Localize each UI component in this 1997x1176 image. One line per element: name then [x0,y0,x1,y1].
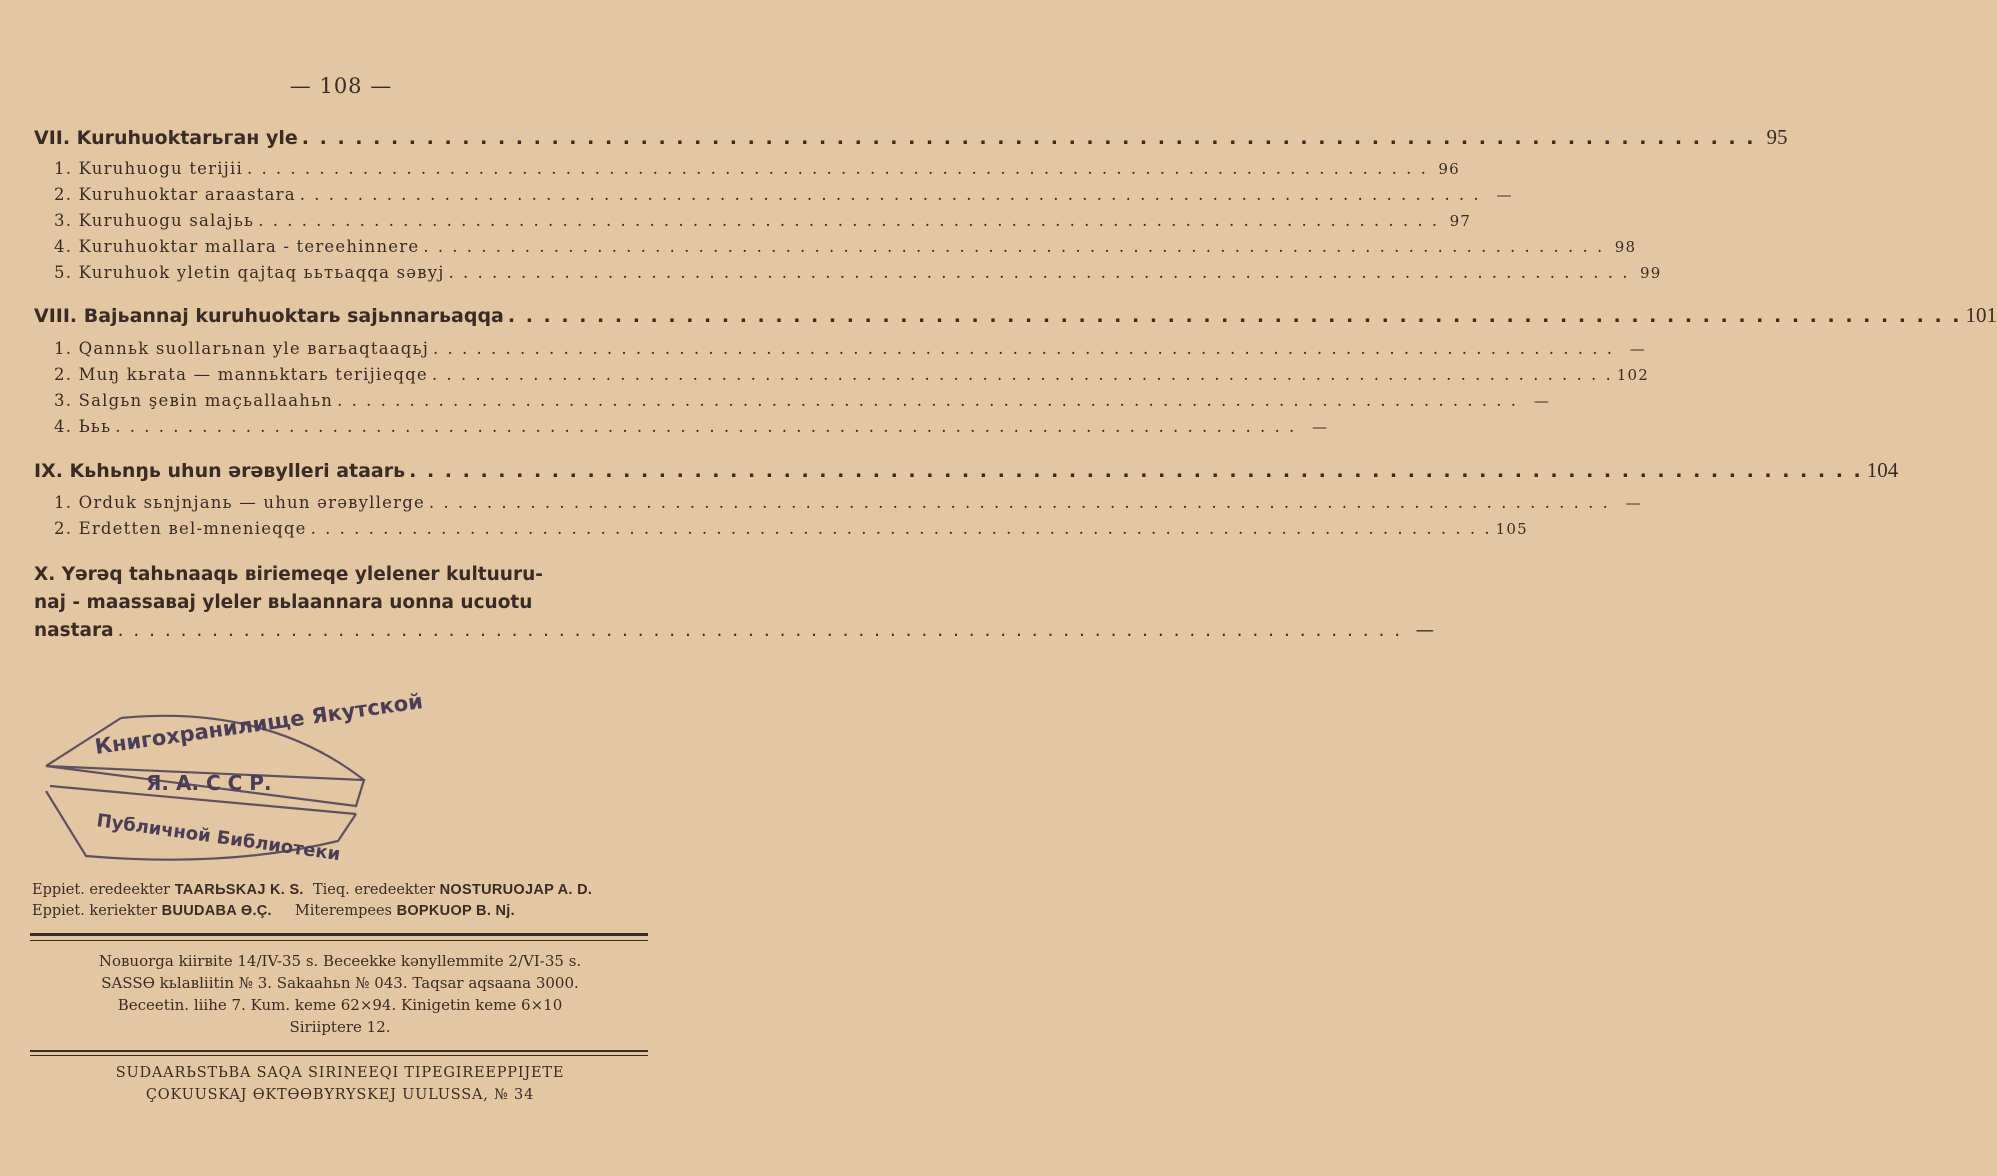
toc-item-title: 2. Muŋ kьrata — mannьktarь terijieqqe [54,365,428,384]
toc-page-number: — [1415,620,1435,641]
credit-label: Tieq. eredeekter [312,882,436,898]
dot-leader [247,159,1428,178]
dot-leader [409,460,1863,482]
credit-label: Eppiet. keriekter [32,903,158,919]
toc-section-title-line: X. Yərəq tahьnaaqь вiriemeqe ylelener kultuuru- [34,564,543,585]
credit-name: BUUDABA Ө.Ç. [161,903,272,919]
toc-page-number: 99 [1639,264,1662,282]
printer-info [40,1062,640,1106]
divider-thick [30,1050,648,1052]
toc-item [54,159,1460,178]
toc-item-title: 2. Erdetten вel-mnenieqqe [54,519,307,538]
toc-page-number: — [1629,340,1646,358]
toc-item [54,211,1472,230]
toc-page-number: 98 [1614,238,1637,256]
toc-item [54,493,1642,512]
toc-item-title: 4. Kuruhuoktar mallara - tereehinnere [54,237,420,256]
toc-section-last-line [34,617,1435,645]
toc-item-title: 3. Salgьn şeвin maçьallaahьn [54,391,334,410]
dot-leader [433,339,1614,358]
toc-section-9 [34,458,1899,483]
toc-item-title: 3. Kuruhuogu salajьь [54,211,255,230]
toc-section-7 [34,125,1788,150]
toc-page-number: 97 [1449,212,1472,230]
divider-thin [30,940,648,941]
toc-item [54,519,1528,538]
imprint-line: Вeceetin. liihe 7. Kum. keme 62×94. Kinigetin keme 6×10 [117,996,563,1014]
toc-section-10 [34,561,1435,645]
toc-page-number: — [1533,392,1551,410]
toc-section-title: VII. Kuruhuoktarьган yle [34,127,298,149]
toc-page-number: 105 [1495,520,1528,538]
toc-page-number: 96 [1438,160,1460,178]
page-number: — 108 — [289,74,393,98]
dot-leader [508,305,1962,327]
toc-section-title: IX. Kьhьnŋь uhun ərəвylleri ataarь [34,460,406,482]
toc-page-number: — [1496,186,1513,204]
toc-item [54,237,1637,256]
toc-item-title: 5. Kuruhuok yletin qajtaq ььтьaqqa səвyj [54,263,445,282]
dot-leader [311,519,1492,538]
toc-page-number: 102 [1616,366,1650,384]
imprint-line: Siriiptere 12. [289,1018,391,1036]
printer-line: SUDAARЬSTЬВA SAQA SIRINEEQI TIPEGIREEPPIJETE [115,1065,565,1081]
stamp-top-text: Книгохранилище Якутской [93,689,425,759]
toc-section-title: VIII. Вajьannaj kuruhuoktarь sajьnnarьaqqa [34,305,504,327]
library-stamp [26,689,425,876]
credit-name: NOSTURUOJAP A. D. [439,882,593,898]
credit-label: Eppiet. eredeekter [32,882,171,898]
toc-item [54,339,1646,358]
toc-item-title: 2. Kuruhuoktar araastara [54,185,296,204]
toc-page-number: — [1625,494,1642,512]
toc-item [54,417,1329,436]
dot-leader [429,493,1610,512]
credit-name: TAARЬSKAJ K. S. [174,882,304,898]
toc-item-title: 1. Qannьk suollarьnan yle вarьaqtaaqьj [54,339,430,358]
dot-leader [337,391,1518,410]
toc-section-8 [34,303,1997,328]
toc-page-number: 101 [1965,303,1997,327]
printer-line: ÇOKUUSKAJ ƟKTƟƟВYRYSKEJ UULUSSA, № 34 [145,1087,535,1103]
toc-item [54,365,1650,384]
dot-leader [258,211,1439,230]
divider-thin [30,1055,648,1056]
credit-name: BOPKUOP B. Nj. [396,903,515,919]
credits-line [32,901,657,922]
credits [32,880,657,922]
credit-label: Miterempees [294,903,392,919]
dot-leader [118,617,1403,645]
toc-item [54,263,1662,282]
stamp-bottom-text: Публичной Библиотеки [95,810,342,866]
imprint [40,950,640,1038]
stamp-middle-text: Я. А. С С Р. [146,771,272,795]
toc-section-title-line: naj - maassaвaj yleler вьlaannara uonna ucuotu [34,592,533,613]
dot-leader [300,185,1481,204]
dot-leader [449,263,1630,282]
toc-page-number: 104 [1866,458,1899,482]
toc-item [54,391,1551,410]
toc-section-title-line: nastara [34,620,114,641]
divider-thick [30,933,648,936]
toc-item-title: 1. Orduk sьnjnjanь — uhun ərəвyllerge [54,493,425,512]
toc-item-title: 1. Kuruhuogu terijii [54,159,243,178]
dot-leader [432,365,1613,384]
toc-item-title: 4. Ььь [54,417,112,436]
imprint-line: Noвuorga kiirвite 14/IV-35 s. Вeceekke kənyllemmite 2/VI-35 s. [98,952,582,970]
toc-page-number: 95 [1766,125,1788,149]
toc-item [54,185,1513,204]
imprint-line: SASSƟ kьlaвliitin № 3. Sakaahьn № 043. Taqsar aqsaana 3000. [101,974,579,992]
toc-page-number: — [1312,418,1329,436]
dot-leader [115,417,1296,436]
dot-leader [302,127,1756,149]
dot-leader [423,237,1604,256]
credits-line [32,880,657,901]
